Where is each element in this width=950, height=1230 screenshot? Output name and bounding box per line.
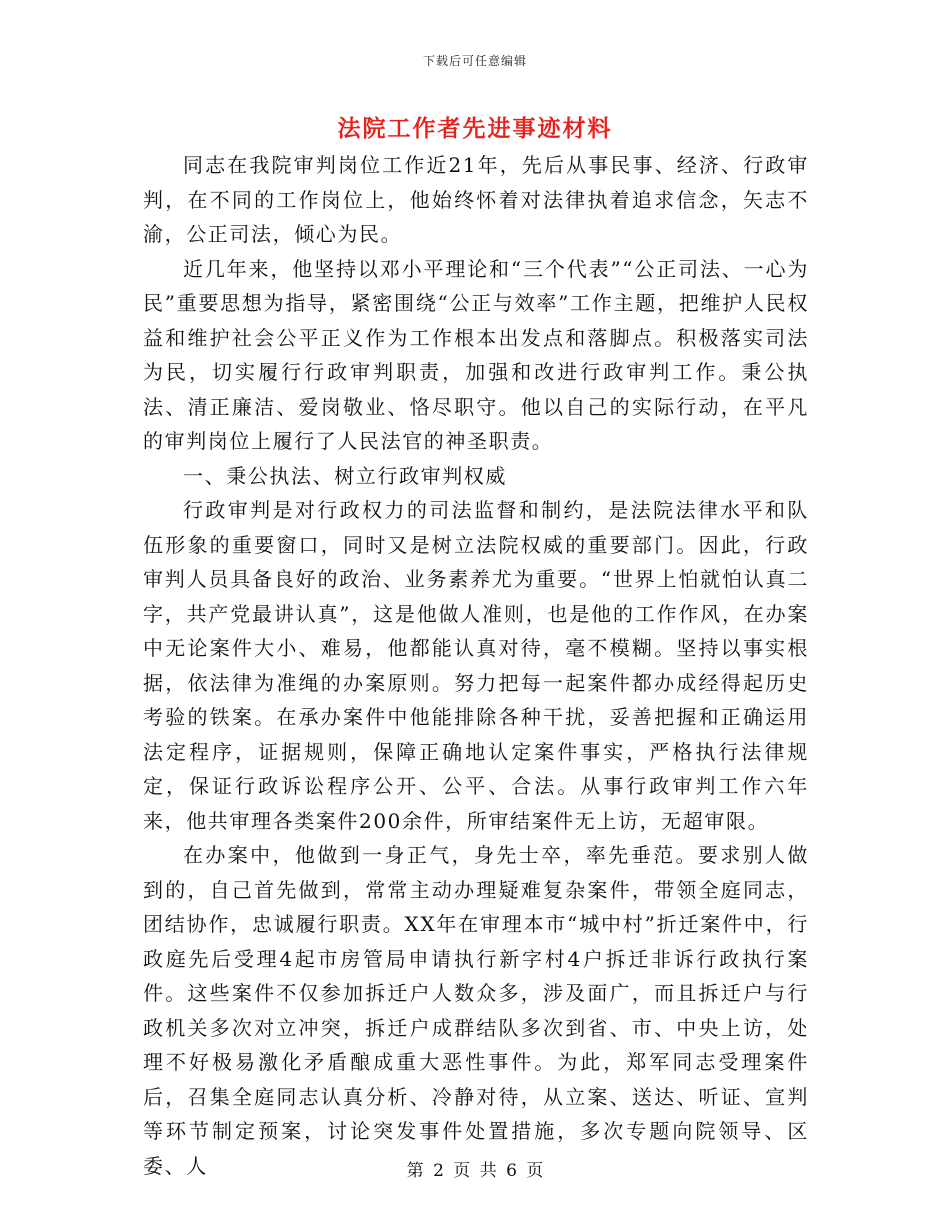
document-title: 法院工作者先进事迹材料: [337, 115, 613, 142]
header-note: 下载后可任意编辑: [422, 54, 527, 68]
paragraph-2: 近几年来，他坚持以邓小平理论和“三个代表”“公正司法、一心为民”重要思想为指导，紧密围绕“公正与效率”工作主题，把维护人民权益和维护社会公平正义作为工作根本出发点和落脚点。积极落实司法为民，切实履行行政审判职责，加强和改进行政审判工作。秉公执法、清正廉洁、爱岗敬业、恪尽职守。他以自己的实际行动，在平凡的审判岗位上履行了人民法官的神圣职责。: [143, 256, 809, 453]
document-body: [143, 148, 809, 1183]
paragraph-1: 同志在我院审判岗位工作近21年，先后从事民事、经济、行政审判，在不同的工作岗位上，他始终怀着对法律执着追求信念，矢志不渝，公正司法，倾心为民。: [143, 153, 809, 246]
paragraph-3: 行政审判是对行政权力的司法监督和制约，是法院法律水平和队伍形象的重要窗口，同时又是树立法院权威的重要部门。因此，行政审判人员具备良好的政治、业务素养尤为重要。“世界上怕就怕认真二字，共产党最讲认真”，这是他做人准则，也是他的工作作风，在办案中无论案件大小、难易，他都能认真对待，毫不模糊。坚持以事实根据，依法律为准绳的办案原则。努力把每一起案件都办成经得起历史考验的铁案。在承办案件中他能排除各种干扰，妥善把握和正确运用法定程序，证据规则，保障正确地认定案件事实，严格执行法律规定，保证行政诉讼程序公开、公平、合法。从事行政审判工作六年来，他共审理各类案件200余件，所审结案件无上访，无超审限。: [143, 498, 809, 833]
page-number-footer: 第 2 页 共 6 页: [406, 1161, 544, 1181]
section-heading: 一、秉公执法、树立行政审判权威: [183, 463, 507, 488]
paragraph-4: 在办案中，他做到一身正气，身先士卒，率先垂范。要求别人做到的，自己首先做到，常常主动办理疑难复杂案件，带领全庭同志，团结协作，忠诚履行职责。XX年在审理本市“城中村”折迁案件中，行政庭先后受理4起市房管局申请执行新字村4户拆迁非诉行政执行案件。这些案件不仅参加拆迁户人数众多，涉及面广，而且拆迁户与行政机关多次对立冲突，拆迁户成群结队多次到省、市、中央上访，处理不好极易激化矛盾酿成重大恶性事件。为此，郑军同志受理案件后，召集全庭同志认真分析、冷静对待，从立案、送达、听证、宣判等环节制定预案，讨论突发事件处置措施，多次专题向院领导、区委、人: [143, 843, 809, 1178]
